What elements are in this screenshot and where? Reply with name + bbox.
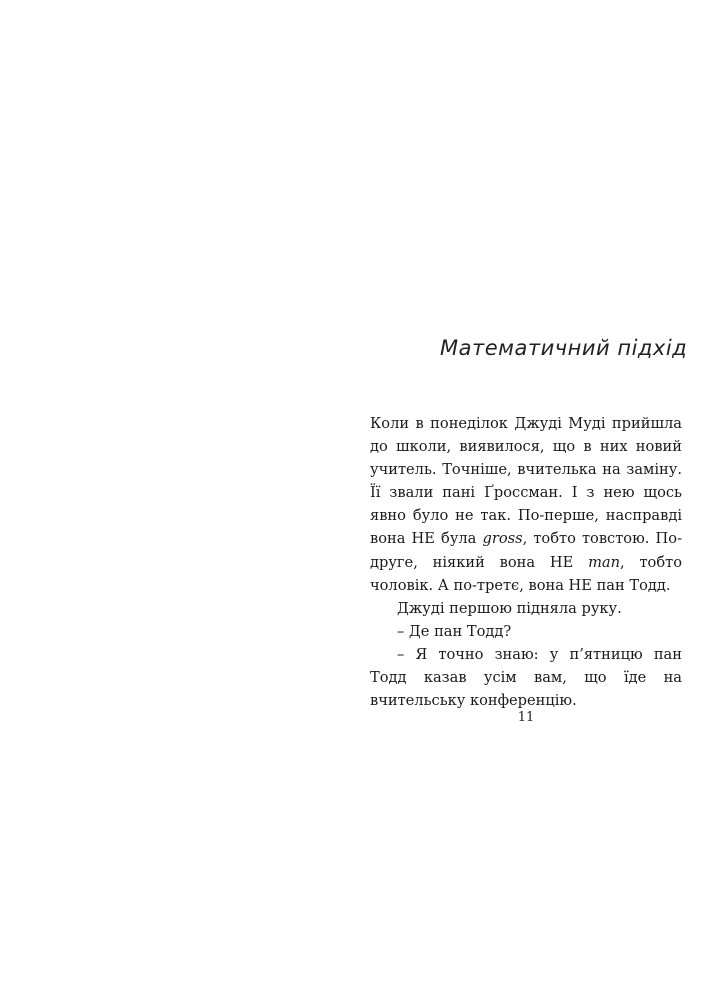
dialogue-line: – Я точно знаю: у п’ятницю пан Тодд казав усім вам, що їде на вчительську конференцію.	[370, 645, 682, 710]
italic-word: man	[588, 553, 621, 571]
body-text	[370, 412, 682, 712]
page-number: 11	[517, 710, 535, 725]
text-segment: Коли в понеділок Джуді Муді прийшла до школи, виявилося, що в них новий учитель. Точніше, вчителька на заміну. Її звали пані Ґроссман. І з нею щось явно було не так. По-перше, насправді вона НЕ була	[370, 415, 682, 548]
italic-word: gross	[482, 530, 523, 548]
text-segment: , тобто чоловік. А по-третє, вона НЕ пан Тодд.	[370, 553, 682, 594]
paragraph: Джуді першою підняла руку.	[397, 599, 622, 617]
dialogue-line: – Де пан Тодд?	[397, 622, 512, 640]
chapter-title: Математичний підхід	[440, 336, 688, 360]
text-segment: , тобто товстою. По-друге, ніякий вона НЕ	[370, 530, 682, 571]
paragraph	[370, 412, 682, 597]
